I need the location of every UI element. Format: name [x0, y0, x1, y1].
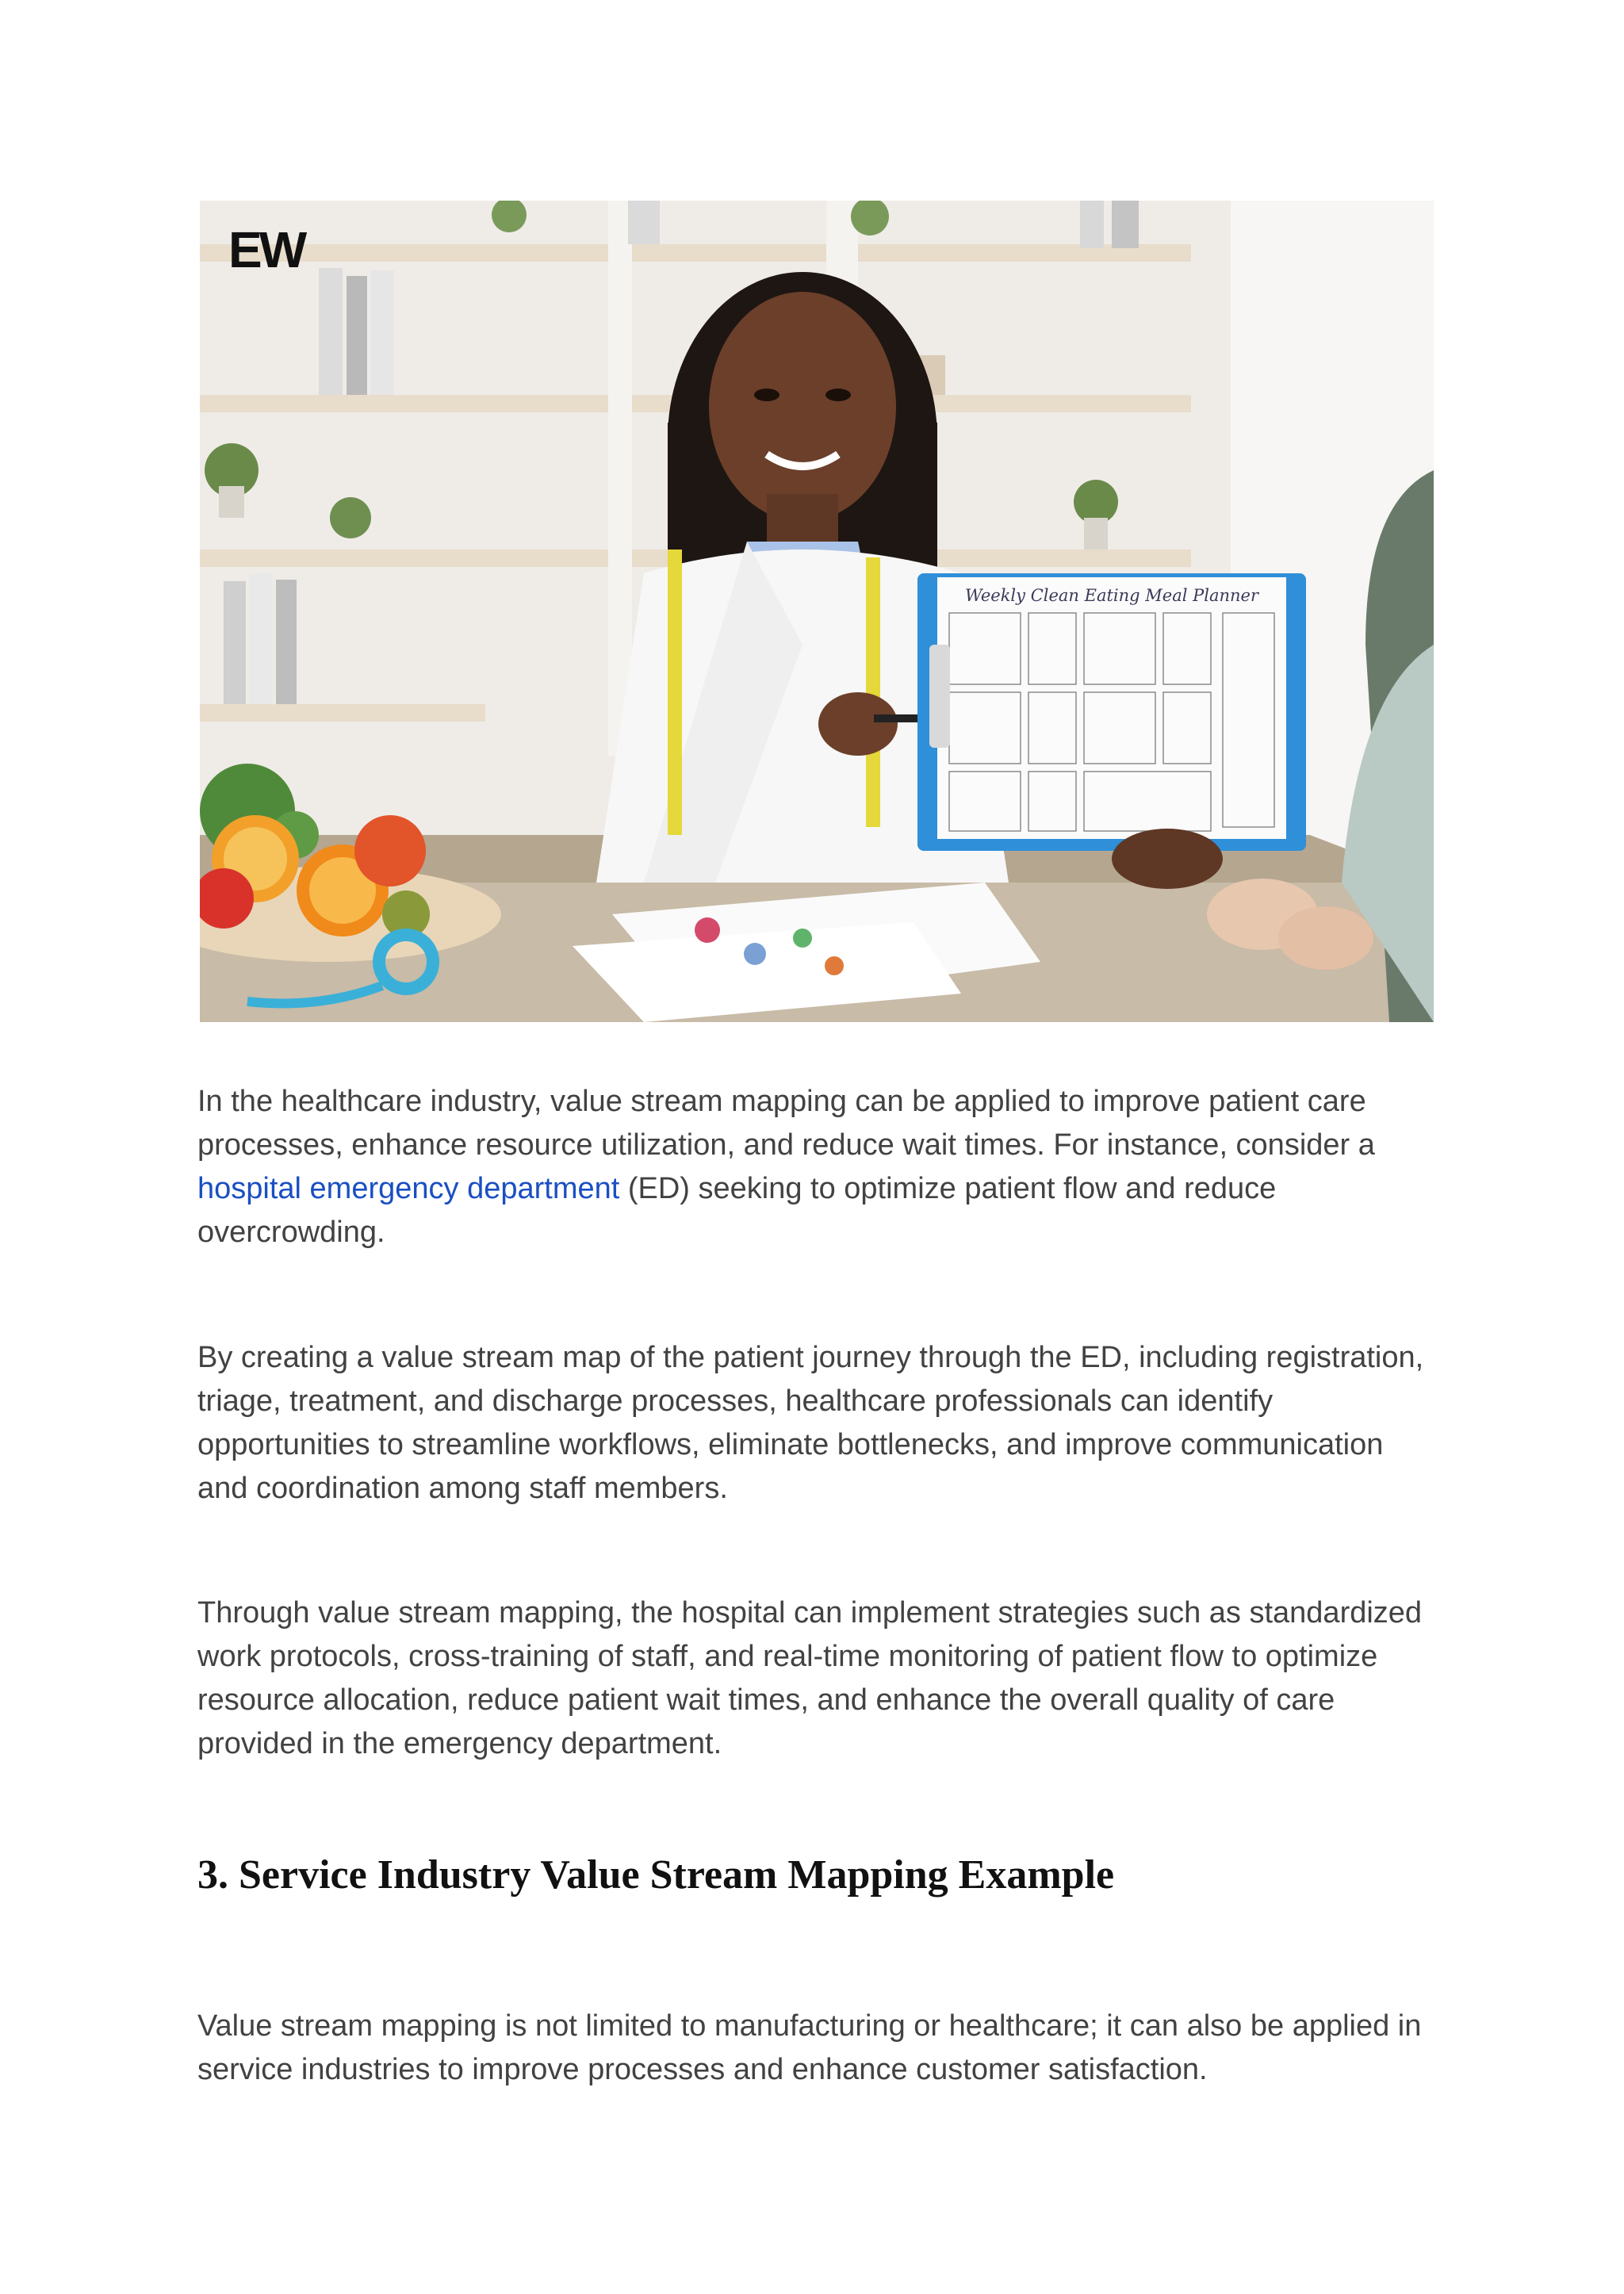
paragraph-service-industry: Value stream mapping is not limited to manufacturing or healthcare; it can also be applied in service industries to improve processes and enhance customer satisfaction. — [197, 2009, 1422, 2086]
clipboard-title: Weekly Clean Eating Meal Planner — [964, 586, 1259, 605]
section-heading: 3. Service Industry Value Stream Mapping Example — [197, 1852, 1115, 1898]
hospital-emergency-department-link[interactable]: hospital emergency department — [197, 1172, 620, 1205]
hero-photo-illustration — [200, 201, 1434, 1022]
paragraph-patient-journey: By creating a value stream map of the patient journey through the ED, including registration, triage, treatment, and discharge processes, healthcare professionals can identify opportunities to streamline workflows, eliminate bottlenecks, and improve communication and coordination among staff members. — [197, 1341, 1424, 1505]
brand-logo — [228, 221, 304, 278]
paragraph-healthcare-intro — [197, 1080, 1434, 1254]
paragraph-strategies: Through value stream mapping, the hospital can implement strategies such as standardized work protocols, cross-training of staff, and real-time monitoring of patient flow to optimize resource allocation, reduce patient wait times, and enhance the overall quality of care provided in the emergency department. — [197, 1596, 1423, 1760]
logo-letters: EW — [228, 221, 304, 278]
paragraph-text: (ED) seeking to optimize patient flow and reduce overcrowding. — [197, 1172, 1277, 1249]
paragraph-text: In the healthcare industry, value stream mapping can be applied to improve patient care processes, enhance resource utilization, and reduce wait times. For instance, consider a — [197, 1085, 1375, 1162]
hero-image-nutritionist — [200, 201, 1434, 1022]
